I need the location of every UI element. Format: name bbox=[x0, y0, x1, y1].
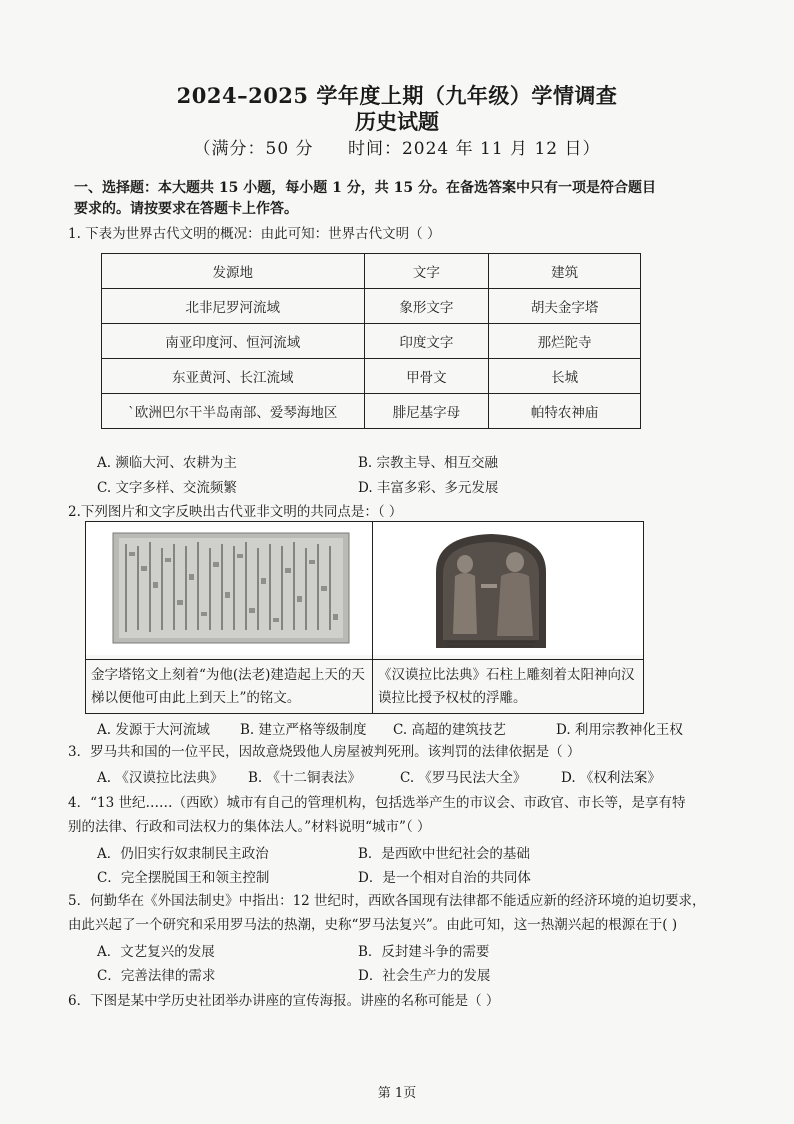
table-row bbox=[102, 359, 641, 394]
exam-subject-title: 历史试题 bbox=[355, 109, 439, 134]
table-header-cell: 文字 bbox=[364, 254, 489, 289]
q2-stem: 2.下列图片和文字反映出古代亚非文明的共同点是：（ ） bbox=[68, 504, 403, 520]
pyramid-inscription-caption: 金字塔铭文上刻着“为他(法老)建造起上天的天梯以便他可由此上到天上”的铭文。 bbox=[86, 660, 373, 714]
hammurabi-stele-image-cell bbox=[373, 522, 644, 660]
table-cell: 印度文字 bbox=[364, 324, 489, 359]
q2-option-d: D. 利用宗教神化王权 bbox=[556, 722, 683, 738]
table-header-row bbox=[102, 254, 641, 289]
q5-option-d: D．社会生产力的发展 bbox=[358, 968, 491, 984]
section-instructions-line2: 要求的。请按要求在答题卡上作答。 bbox=[74, 201, 298, 217]
table-cell: 东亚黄河、长江流域 bbox=[102, 359, 365, 394]
q4-option-b: B．是西欧中世纪社会的基础 bbox=[358, 846, 530, 862]
q3-option-a: A. 《汉谟拉比法典》 bbox=[97, 770, 224, 786]
table-cell: 胡夫金字塔 bbox=[489, 289, 641, 324]
table-row bbox=[102, 324, 641, 359]
table-header-cell: 发源地 bbox=[102, 254, 365, 289]
exam-title: 2024–2025 学年度上期（九年级）学情调查 bbox=[176, 83, 618, 108]
table-cell: 南亚印度河、恒河流域 bbox=[102, 324, 365, 359]
q5-stem-line1: 5．何勤华在《外国法制史》中指出：12 世纪时，西欧各国现有法律都不能适应新的经济环境的迫切要求， bbox=[68, 893, 706, 909]
table-cell: 北非尼罗河流域 bbox=[102, 289, 365, 324]
table-cell: 甲骨文 bbox=[364, 359, 489, 394]
table-cell: 长城 bbox=[489, 359, 641, 394]
table-row bbox=[102, 394, 641, 429]
q1-option-a: A. 濒临大河、农耕为主 bbox=[97, 455, 237, 471]
table-cell: 那烂陀寺 bbox=[489, 324, 641, 359]
pyramid-inscription-image bbox=[86, 522, 372, 655]
q2-option-a: A. 发源于大河流域 bbox=[97, 722, 210, 738]
table-row bbox=[102, 289, 641, 324]
q5-stem-line2: 由此兴起了一个研究和采用罗马法的热潮，史称“罗马法复兴”。由此可知，这一热潮兴起的根源在于( ) bbox=[68, 917, 678, 933]
q5-option-b: B．反封建斗争的需要 bbox=[358, 944, 490, 960]
score-info: （满分：50 分 bbox=[193, 139, 314, 159]
q4-stem-line2: 别的法律、行政和司法权力的集体法人。”材料说明“城市”（ ） bbox=[68, 819, 431, 835]
table-header-cell: 建筑 bbox=[489, 254, 641, 289]
q1-option-d: D. 丰富多彩、多元发展 bbox=[358, 480, 499, 496]
q4-option-d: D．是一个相对自治的共同体 bbox=[358, 870, 531, 886]
page-number: 第 1页 bbox=[377, 1086, 417, 1101]
q1-stem: 1. 下表为世界古代文明的概况：由此可知：世界古代文明（ ） bbox=[68, 226, 441, 242]
civilization-table bbox=[101, 253, 641, 429]
exam-info bbox=[0, 134, 794, 159]
q3-stem: 3．罗马共和国的一位平民，因故意烧毁他人房屋被判死刑。该判罚的法律依据是（ ） bbox=[68, 744, 581, 760]
time-info: 时间：2024 年 11 月 12 日） bbox=[347, 139, 601, 159]
pyramid-inscription-image-cell bbox=[86, 522, 373, 660]
table-cell: 帕特农神庙 bbox=[489, 394, 641, 429]
section-instructions-line1: 一、选择题：本大题共 15 小题，每小题 1 分，共 15 分。在备选答案中只有一项是符合题目 bbox=[74, 180, 656, 196]
q4-option-a: A．仍旧实行奴隶制民主政治 bbox=[97, 846, 269, 862]
table-cell: `欧洲巴尔干半岛南部、爱琴海地区 bbox=[102, 394, 365, 429]
hammurabi-stele-image bbox=[373, 522, 643, 655]
q5-option-c: C．完善法律的需求 bbox=[97, 968, 216, 984]
q3-option-c: C. 《罗马民法大全》 bbox=[400, 770, 527, 786]
q4-option-c: C．完全摆脱国王和领主控制 bbox=[97, 870, 270, 886]
q3-option-b: B. 《十二铜表法》 bbox=[248, 770, 362, 786]
q1-option-b: B. 宗教主导、相互交融 bbox=[358, 455, 499, 471]
table-cell: 腓尼基字母 bbox=[364, 394, 489, 429]
q2-option-b: B. 建立严格等级制度 bbox=[240, 722, 367, 738]
q6-stem: 6．下图是某中学历史社团举办讲座的宣传海报。讲座的名称可能是（ ） bbox=[68, 993, 500, 1009]
q4-stem-line1: 4．“13 世纪……（西欧）城市有自己的管理机构，包括选举产生的市议会、市政官、市长等，是享有特 bbox=[68, 795, 686, 811]
q2-figure-table bbox=[85, 521, 644, 714]
q3-option-d: D. 《权利法案》 bbox=[561, 770, 661, 786]
hammurabi-stele-caption: 《汉谟拉比法典》石柱上雕刻着太阳神向汉谟拉比授予权杖的浮雕。 bbox=[373, 660, 644, 714]
q1-option-c: C. 文字多样、交流频繁 bbox=[97, 480, 237, 496]
table-cell: 象形文字 bbox=[364, 289, 489, 324]
q5-option-a: A．文艺复兴的发展 bbox=[97, 944, 215, 960]
q2-option-c: C. 高超的建筑技艺 bbox=[393, 722, 506, 738]
